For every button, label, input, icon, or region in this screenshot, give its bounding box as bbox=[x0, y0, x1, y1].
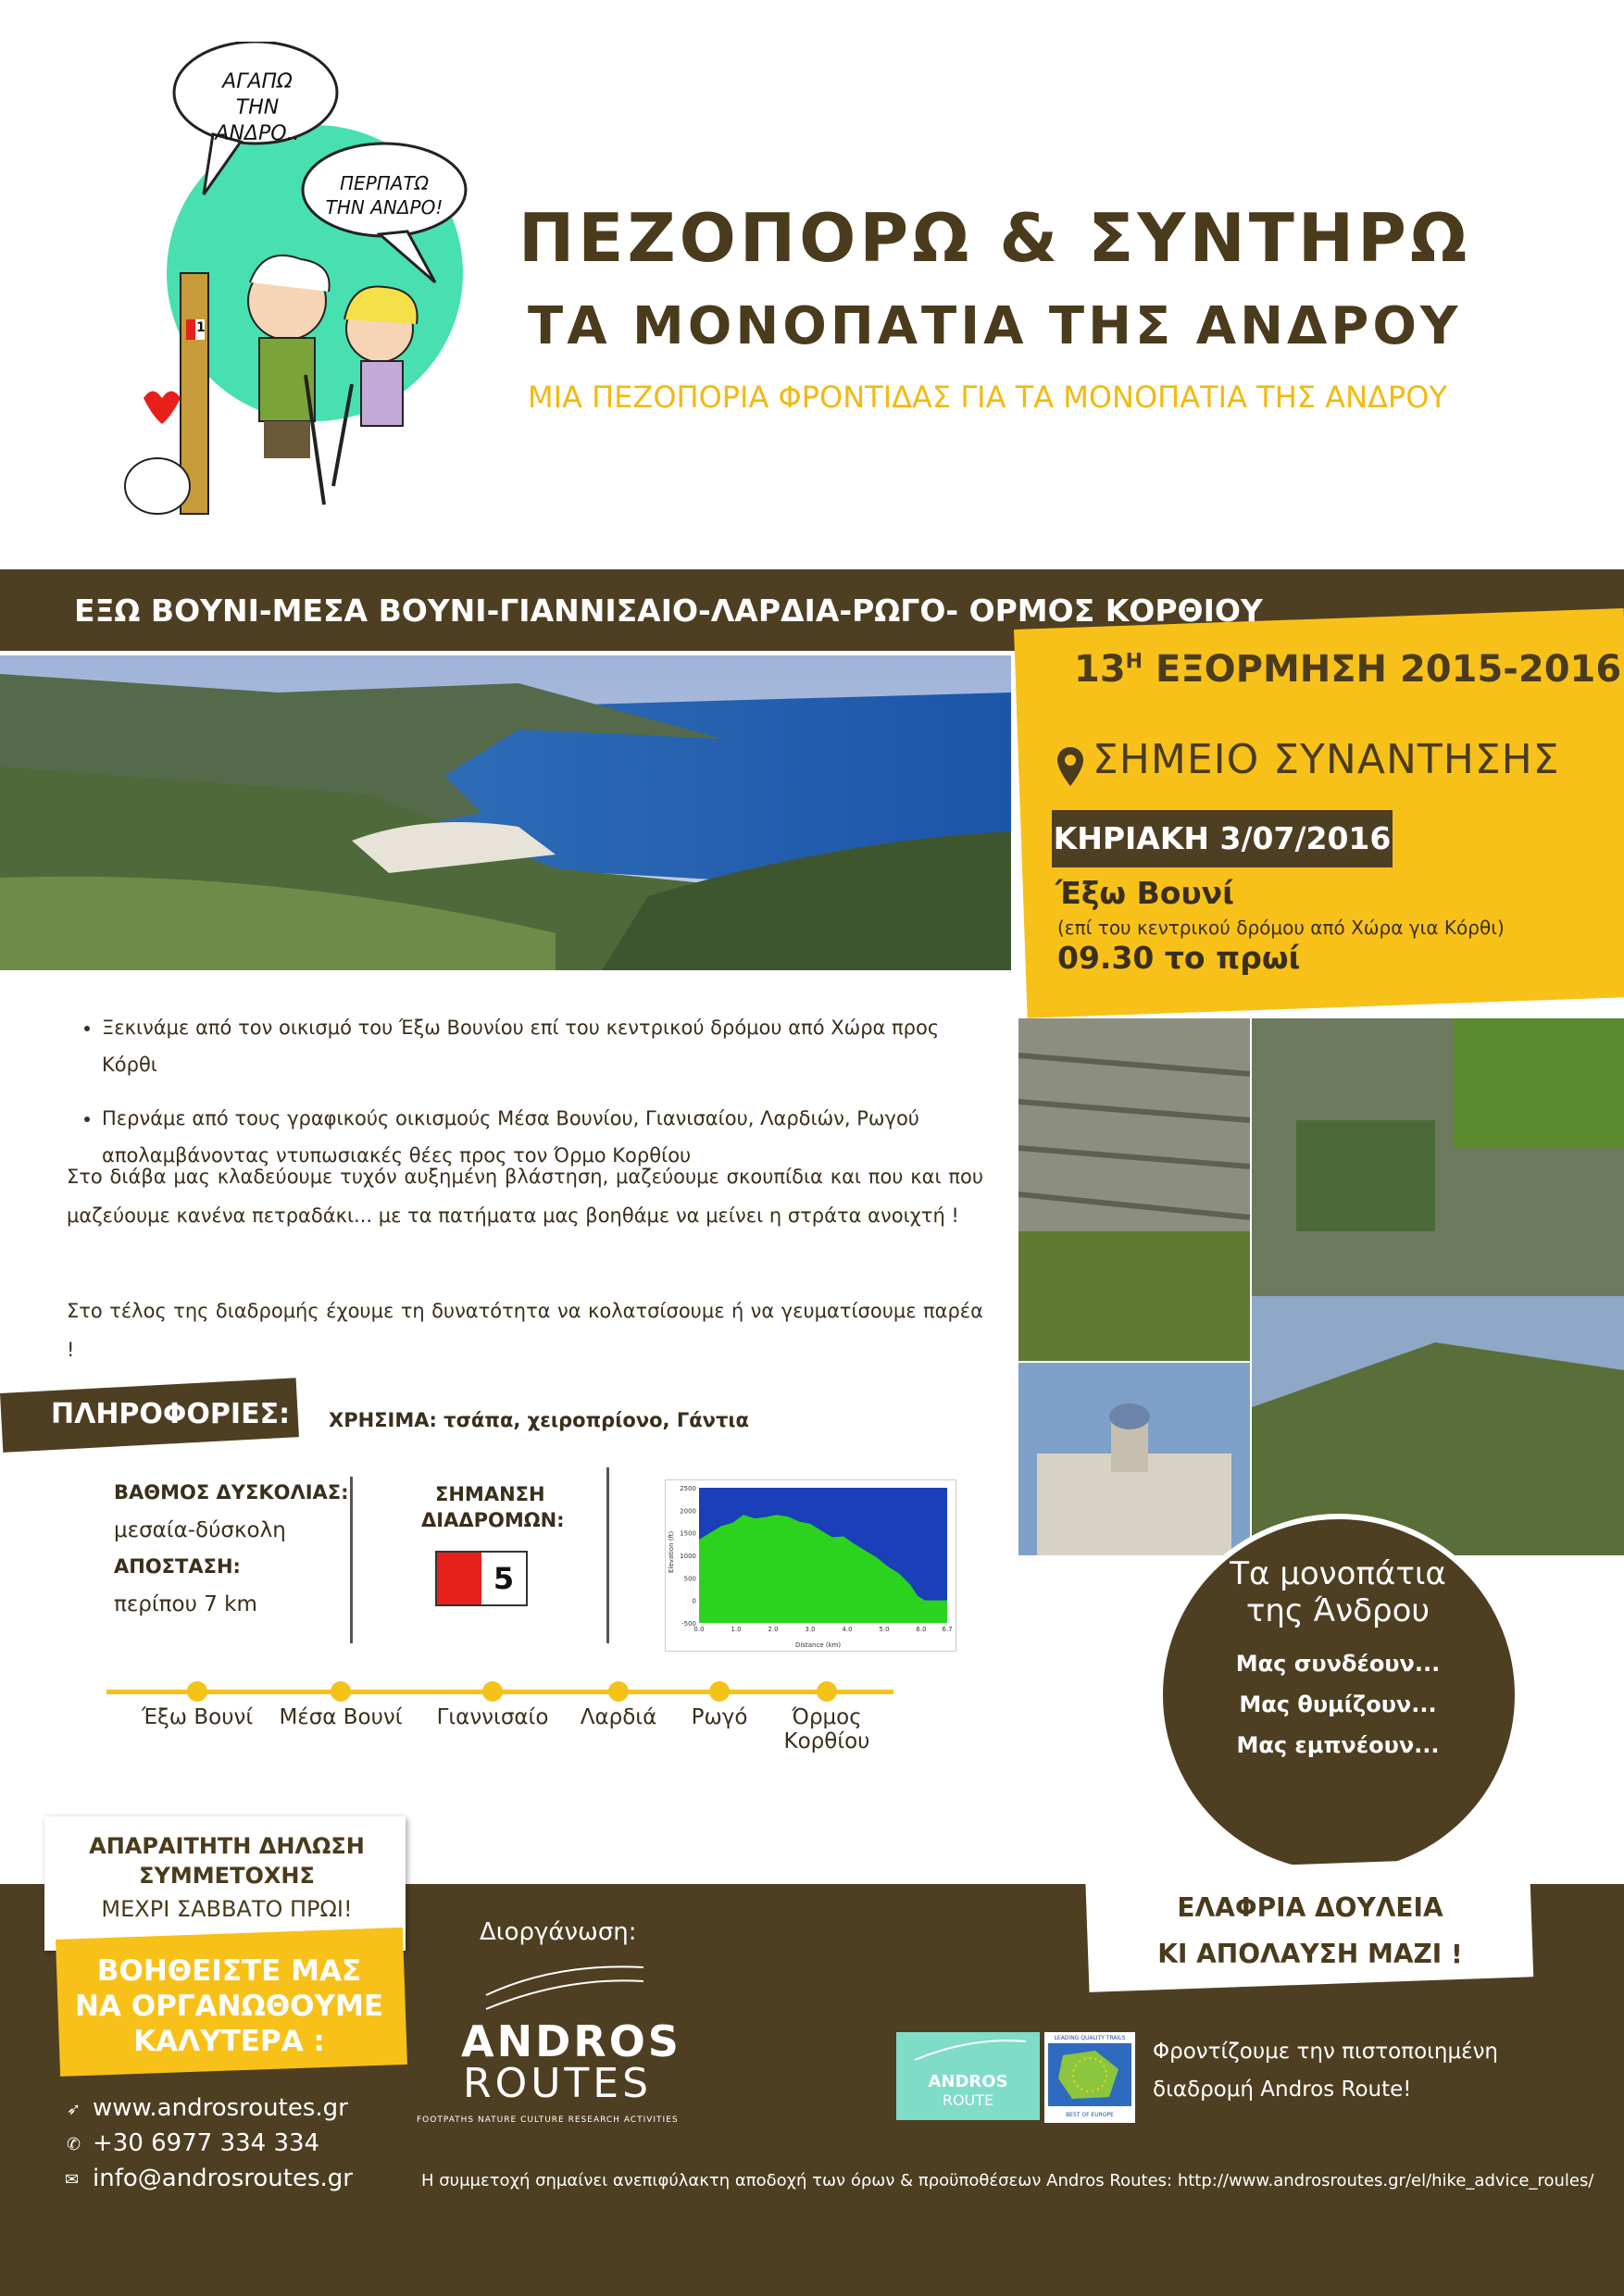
trail-stop-dot bbox=[817, 1681, 837, 1702]
badge-swoosh-icon bbox=[896, 2032, 1040, 2069]
chart-xtick: 6.0 bbox=[916, 1626, 927, 1633]
event-date: ΚΗΡΙΑΚΗ 3/07/2016 bbox=[1052, 810, 1393, 867]
trail-stop-dot bbox=[331, 1681, 351, 1702]
difficulty-label: ΒΑΘΜΟΣ ΔΥΣΚΟΛΙΑΣ: bbox=[114, 1481, 349, 1504]
trail-stop-label: Γιαννισαίο bbox=[436, 1705, 549, 1729]
email-icon: ✉ bbox=[65, 2170, 80, 2190]
quality-trails-badge bbox=[1044, 2032, 1135, 2123]
logo-routes: ROUTES bbox=[463, 2060, 653, 2107]
divider bbox=[350, 1477, 353, 1643]
speech-bubble-2: ΠΕΡΠΑΤΩ ΤΗΝ ΑΝΔΡΟ! bbox=[325, 172, 443, 218]
difficulty-value: μεσαία-δύσκολη bbox=[114, 1518, 286, 1542]
motto-line-1: Τα μονοπάτια bbox=[1230, 1555, 1446, 1592]
marker-red bbox=[437, 1553, 481, 1604]
trail-stop-label: Μέσα Βουνί bbox=[279, 1705, 403, 1729]
organizer-label: Διοργάνωση: bbox=[480, 1918, 637, 1946]
trail-stop-dot bbox=[709, 1681, 730, 1702]
meeting-point-label: ΣΗΜΕΙΟ ΣΥΝΑΝΤΗΣΗΣ bbox=[1093, 736, 1560, 783]
route-title: ΕΞΩ ΒΟΥΝΙ-ΜΕΣΑ ΒΟΥΝΙ-ΓΙΑΝΝΙΣΑΙΟ-ΛΑΡΔΙΑ-ΡΩΓΟ- ΟΡΜΟΣ ΚΟΡΘΙΟΥ bbox=[74, 593, 1263, 629]
registration-deadline: ΜΕΧΡΙ ΣΑΒΒΑΤΟ ΠΡΩΙ! bbox=[101, 1896, 353, 1922]
trail-stop-label: Λαρδιά bbox=[580, 1705, 657, 1729]
registration-heading bbox=[46, 1831, 407, 1890]
trail-stop-label: Ρωγό bbox=[691, 1705, 748, 1729]
trail-stop-label: Όρμος Κορθίου bbox=[783, 1705, 870, 1753]
marking-label-2: ΔΙΑΔΡΟΜΩΝ: bbox=[421, 1509, 565, 1531]
motto-line-4: Μας θυμίζουν... bbox=[1239, 1691, 1437, 1717]
terms-notice: Η συμμετοχή σημαίνει ανεπιφύλακτη αποδοχή των όρων & προϋποθέσεων Andros Routes: http://www.androsroutes.gr/el/hike_advice_roules/ bbox=[421, 2171, 1594, 2190]
useful-tools: ΧΡΗΣΙΜΑ: τσάπα, χειροπρίονο, Γάντια bbox=[329, 1409, 749, 1431]
chart-xtick: 3.0 bbox=[805, 1626, 816, 1633]
andros-route-badge bbox=[896, 2032, 1040, 2120]
edition-rest: ΕΞΟΡΜΗΣΗ 2015-2016 bbox=[1143, 648, 1622, 691]
trail-stop-label: Έξω Βουνί bbox=[141, 1705, 254, 1729]
description-paragraph-2: Στο τέλος της διαδρομής έχουμε τη δυνατότητα να κολατσίσουμε ή να γευματίσουμε παρέα ! bbox=[67, 1300, 983, 1361]
meeting-time: 09.30 το πρωί bbox=[1057, 940, 1301, 976]
arrow-icon: ➶ bbox=[67, 2100, 81, 2119]
help-line-2: ΝΑ ΟΡΓΑΝΩΘΟΥΜΕ bbox=[74, 1990, 384, 2023]
motto-line-3: Μας συνδέουν... bbox=[1235, 1651, 1441, 1677]
chart-ytick: 1000 bbox=[680, 1553, 696, 1560]
info-tag-label: ΠΛΗΡΟΦΟΡΙΕΣ: bbox=[51, 1398, 291, 1430]
trail-stop-dot bbox=[187, 1681, 207, 1702]
edition-title bbox=[1074, 648, 1621, 691]
chart-xtick: 6.7 bbox=[942, 1626, 953, 1633]
subtitle: ΜΙΑ ΠΕΖΟΠΟΡΙΑ ΦΡΟΝΤΙΔΑΣ ΓΙΑ ΤΑ ΜΟΝΟΠΑΤΙΑ ΤΗΣ ΑΝΔΡΟΥ bbox=[528, 380, 1447, 415]
marker-number: 5 bbox=[481, 1553, 526, 1604]
motto-line-5: Μας εμπνέουν... bbox=[1236, 1732, 1440, 1758]
trail-photos bbox=[1018, 1018, 1624, 1555]
map-pin-icon bbox=[1056, 745, 1085, 788]
slogan-text bbox=[1102, 1885, 1518, 1978]
trail-stop-dot bbox=[608, 1681, 629, 1702]
logo-swoosh-icon bbox=[481, 1958, 648, 2014]
badge-route: ROUTE bbox=[942, 2091, 994, 2109]
main-title: ΠΕΖΟΠΟΡΩ & ΣΥΝΤΗΡΩ bbox=[518, 199, 1471, 277]
signpost-number: 1 bbox=[196, 320, 206, 335]
main-title-line2: ΤΑ ΜΟΝΟΠΑΤΙΑ ΤΗΣ ΑΝΔΡΟΥ bbox=[528, 296, 1462, 356]
chart-ytick: 500 bbox=[683, 1575, 696, 1583]
speech-bubble-1: ΑΓΑΠΩ ΤΗΝ ΑΝΔΡΟ.. bbox=[215, 70, 300, 145]
motto-heading bbox=[1190, 1555, 1486, 1629]
distance-label: ΑΠΟΣΤΑΣΗ: bbox=[114, 1555, 241, 1578]
help-line-1: ΒΟΗΘΕΙΣΤΕ ΜΑΣ bbox=[96, 1954, 362, 1988]
badge-andros: ANDROS bbox=[928, 2072, 1008, 2091]
photo-collage bbox=[1018, 1018, 1624, 1555]
bay-landscape-image bbox=[0, 655, 1011, 970]
chart-xtick: 0.0 bbox=[693, 1626, 705, 1633]
chart-xtick: 2.0 bbox=[768, 1626, 779, 1633]
motto-line-2: της Άνδρου bbox=[1245, 1592, 1430, 1629]
chart-ytick: -500 bbox=[681, 1620, 696, 1628]
bullet-item: • Ξεκινάμε από τον οικισμό του Έξω Βουνίου επί του κεντρικού δρόμου από Χώρα προς Κόρθι bbox=[102, 1009, 991, 1083]
help-text bbox=[56, 1953, 403, 2059]
quality-trails-top: LEADING QUALITY TRAILS bbox=[1054, 2035, 1126, 2041]
email-link[interactable]: info@androsroutes.gr bbox=[93, 2165, 353, 2192]
chart-ylabel: Elevation (ft) bbox=[668, 1530, 675, 1573]
slogan-line-1: ΕΛΑΦΡΙΑ ΔΟΥΛΕΙΑ bbox=[1177, 1892, 1443, 1923]
website-link[interactable]: www.androsroutes.gr bbox=[93, 2094, 348, 2122]
motto-lines bbox=[1190, 1643, 1486, 1766]
description-paragraph-1: Στο διάβα μας κλαδεύουμε τυχόν αυξημένη βλάστηση, μαζεύουμε σκουπίδια και που και που μαζεύουμε κανένα πετραδάκι... με τα πατήματα μας βοηθάμε να μείνει η στράτα ανοιχτή ! bbox=[67, 1166, 983, 1227]
cert-line-2: διαδρομή Andros Route! bbox=[1153, 2078, 1412, 2102]
chart-ytick: 2000 bbox=[680, 1507, 696, 1516]
chart-xtick: 1.0 bbox=[731, 1626, 742, 1633]
logo-andros: ANDROS bbox=[461, 2016, 681, 2066]
meeting-location: Έξω Βουνί bbox=[1056, 875, 1235, 911]
edition-sup: Η bbox=[1125, 650, 1143, 674]
bullet-item: • Περνάμε από τους γραφικούς οικισμούς Μέσα Βουνίου, Γιανισαίου, Λαρδιών, Ρωγού απολαμβάνοντας ντυπωσιακές θέες προς τον Όρμο Κορθίου bbox=[102, 1100, 991, 1174]
elevation-chart-svg bbox=[666, 1480, 956, 1651]
registration-line-1: ΑΠΑΡΑΙΤΗΤΗ ΔΗΛΩΣΗ bbox=[89, 1833, 365, 1859]
chart-xtick: 4.0 bbox=[842, 1626, 853, 1633]
phone-link[interactable]: +30 6977 334 334 bbox=[93, 2129, 320, 2157]
cert-line-1: Φροντίζουμε την πιστοποιημένη bbox=[1153, 2040, 1498, 2064]
chart-xtick: 5.0 bbox=[879, 1626, 890, 1633]
quality-trails-bottom: BEST OF EUROPE bbox=[1066, 2112, 1114, 2118]
logo-tagline: FOOTPATHS NATURE CULTURE RESEARCH ACTIVITIES bbox=[417, 2115, 679, 2125]
registration-line-2: ΣΥΜΜΕΤΟΧΗΣ bbox=[139, 1863, 315, 1889]
chart-ytick: 0 bbox=[692, 1597, 696, 1605]
certification-text bbox=[1153, 2033, 1498, 2109]
help-line-3: ΚΑΛΥΤΕΡΑ : bbox=[133, 2025, 325, 2058]
trail-stop-dot bbox=[482, 1681, 503, 1702]
chart-ytick: 1500 bbox=[680, 1529, 696, 1538]
slogan-line-2: ΚΙ ΑΠΟΛΑΥΣΗ ΜΑΖΙ ! bbox=[1157, 1939, 1463, 1969]
marking-label: ΣΗΜΑΝΣΗ bbox=[435, 1483, 545, 1505]
chart-xlabel: Distance (km) bbox=[795, 1641, 842, 1649]
landscape-photo bbox=[0, 655, 1011, 970]
distance-value: περίπου 7 km bbox=[114, 1592, 257, 1616]
divider bbox=[606, 1467, 609, 1643]
meeting-location-detail: (επί του κεντρικού δρόμου από Χώρα για Κόρθι) bbox=[1057, 917, 1505, 939]
chart-ytick: 2500 bbox=[680, 1485, 696, 1492]
edition-number: 13 bbox=[1074, 648, 1126, 691]
trail-marker bbox=[435, 1551, 528, 1606]
europe-map-icon bbox=[1044, 2041, 1135, 2108]
phone-icon: ✆ bbox=[67, 2135, 81, 2154]
elevation-chart bbox=[665, 1479, 956, 1652]
